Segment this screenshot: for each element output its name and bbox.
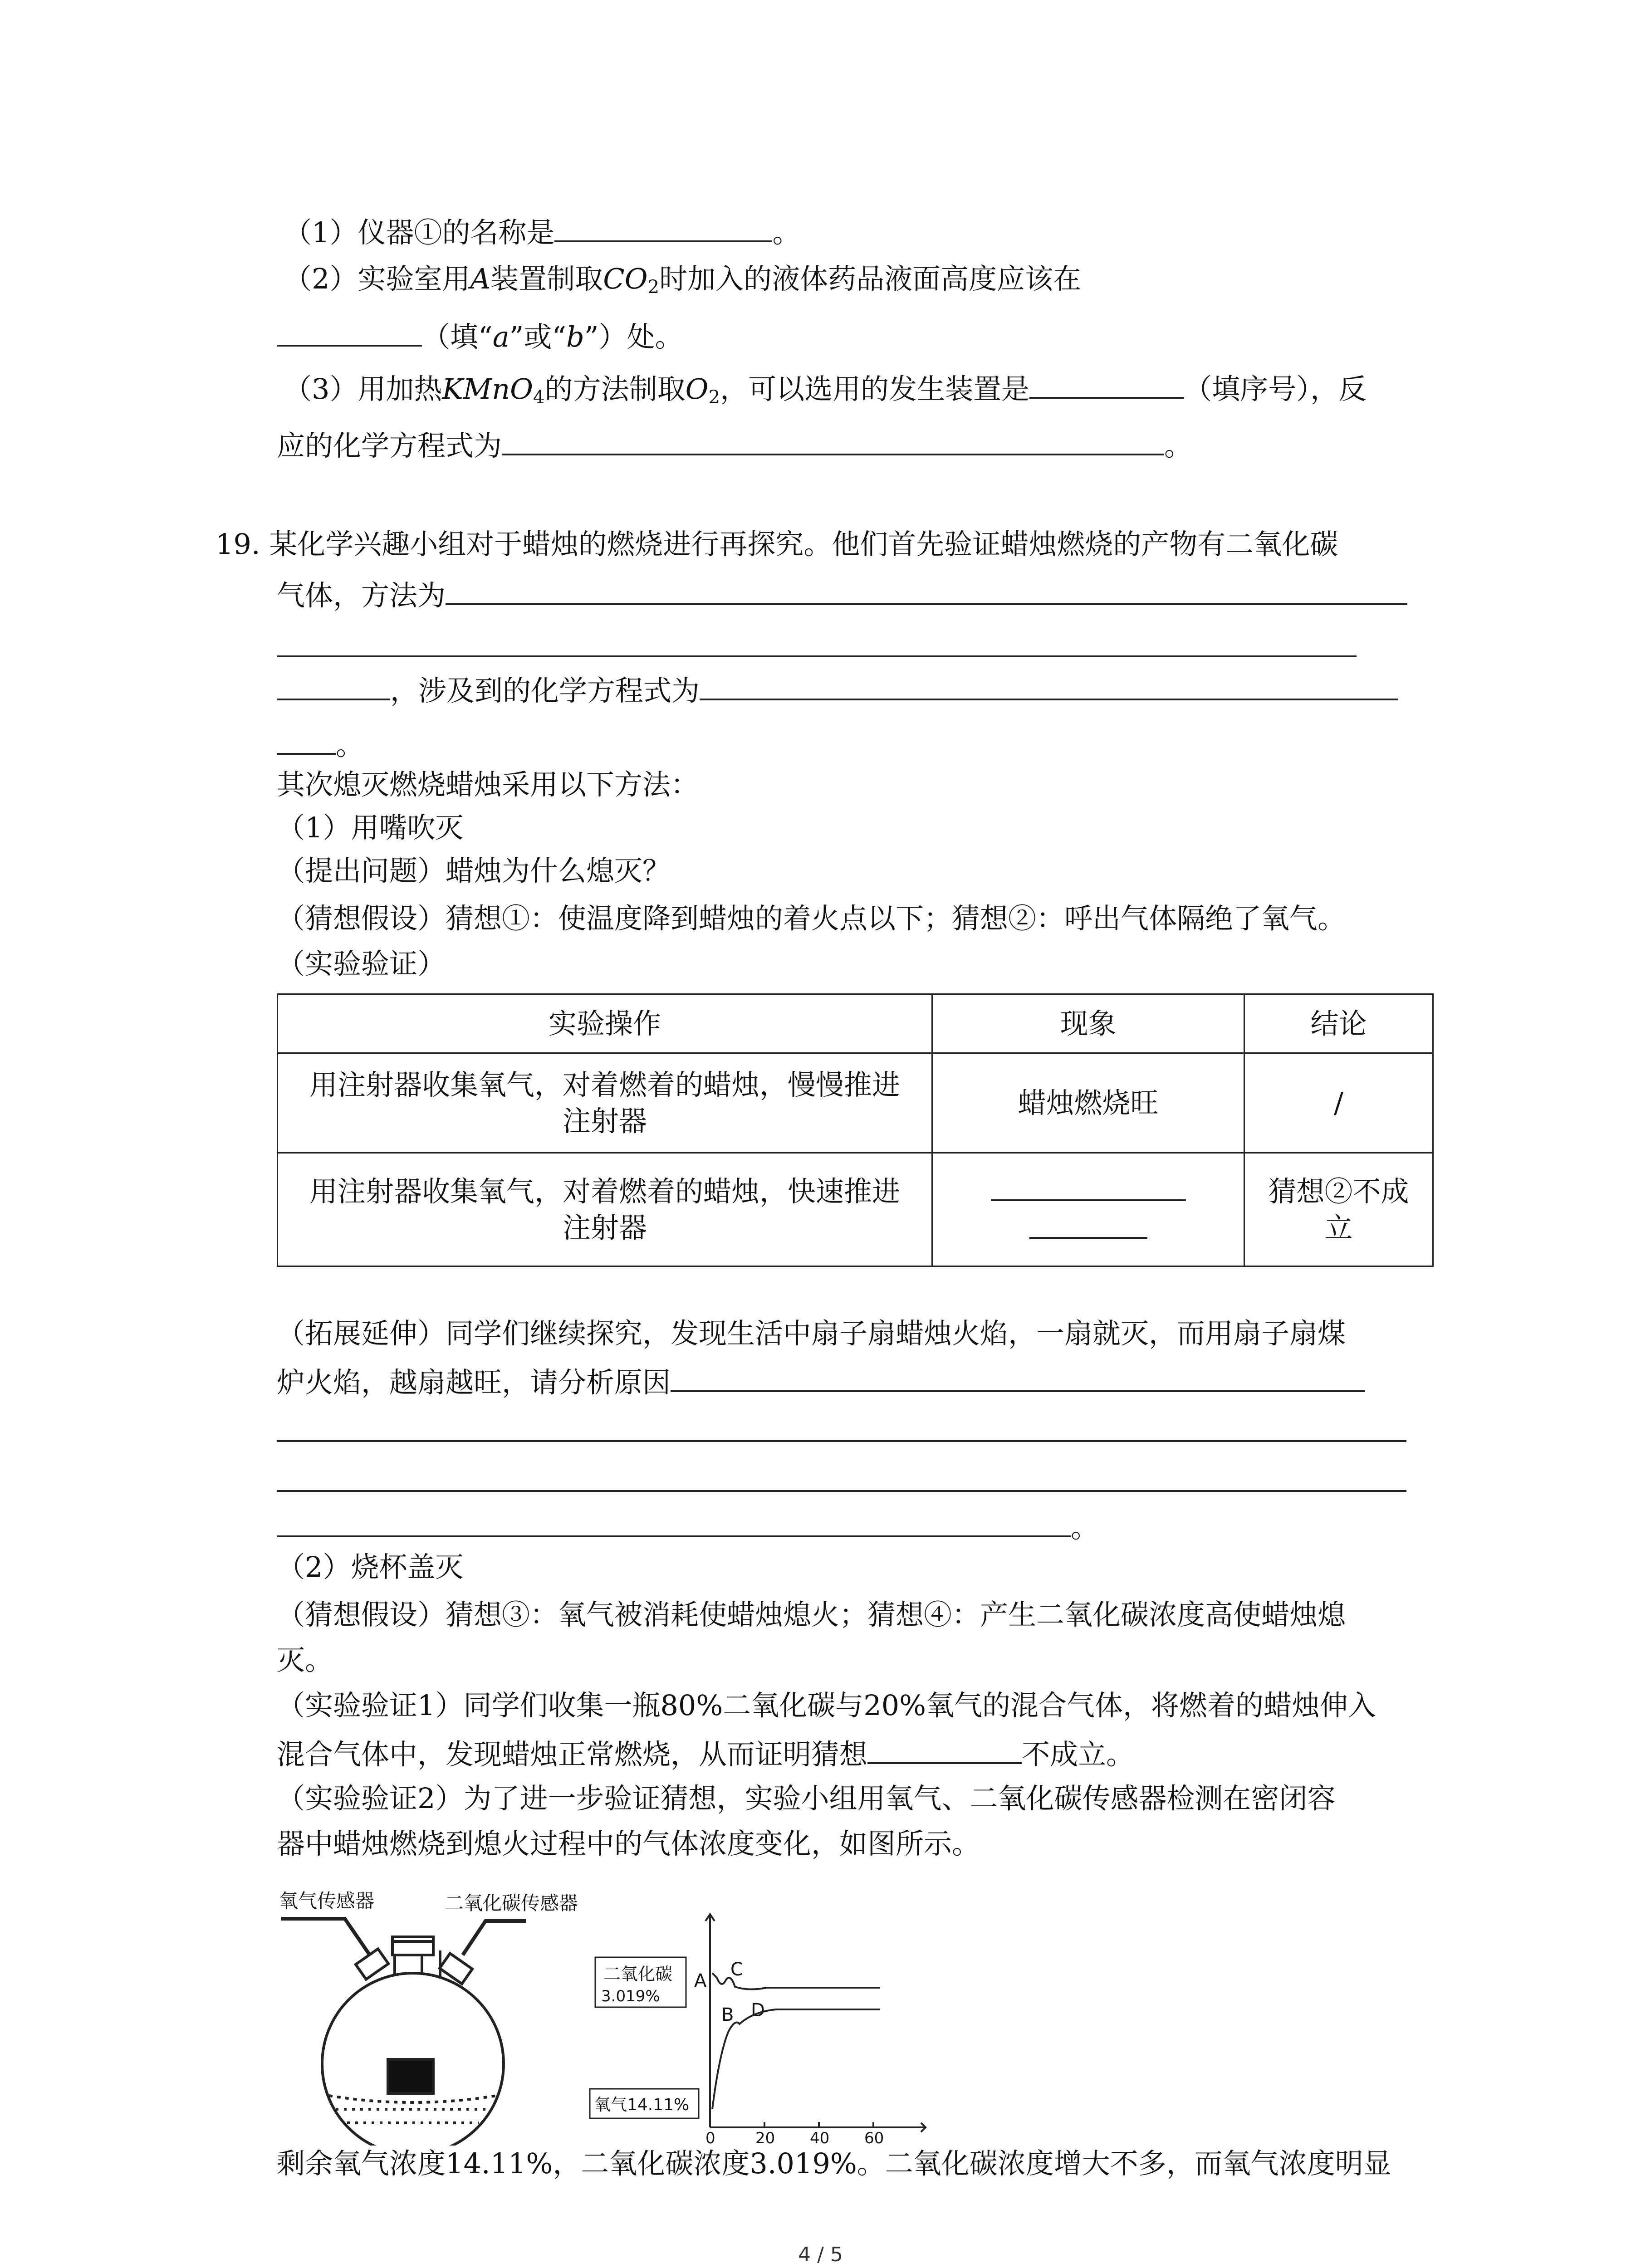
co2-box-value: 3.019% — [601, 1987, 660, 2005]
answer-blank[interactable] — [277, 671, 390, 700]
answer-blank[interactable] — [277, 1463, 1406, 1492]
answer-blank[interactable] — [277, 726, 336, 755]
answer-blank[interactable] — [502, 426, 1164, 455]
answer-blank[interactable] — [700, 671, 1398, 700]
q19-line20: 混合气体中，发现蜡烛正常燃烧，从而证明猜想 不成立。 — [277, 1735, 1134, 1773]
q19-line8: （提出问题）蜡烛为什么熄灭？ — [277, 854, 671, 887]
q18-line3: （填“a”或“b”）处。 — [277, 318, 683, 355]
answer-blank[interactable] — [671, 1363, 1365, 1392]
co2-box-label: 二氧化碳 — [603, 1964, 673, 1984]
q19-line13 — [277, 1413, 1406, 1451]
q18-line1: （1）仪器①的名称是 。 — [284, 213, 800, 251]
answer-blank[interactable] — [277, 318, 422, 347]
point-d-label: D — [751, 2000, 765, 2021]
q19-line1: 19. 某化学兴趣小组对于蜡烛的燃烧进行再探究。他们首先验证蜡烛燃烧的产物有二氧化碳 — [216, 528, 1338, 561]
q19-line15: 。 — [277, 1508, 1099, 1546]
answer-blank[interactable] — [867, 1735, 1022, 1764]
conclusion-cell: 猜想②不成 立 — [1244, 1153, 1433, 1266]
q18-line4: （3）用加热KMnO$_4$的方法制取$O_2$，可以选用的发生装置是 （填序号），反 — [284, 370, 1367, 407]
point-c-label: C — [730, 1959, 743, 1980]
q19-line18: 灭。 — [277, 1643, 333, 1677]
answer-blank[interactable] — [446, 576, 1407, 605]
q19-line2: 气体，方法为 — [277, 576, 1407, 614]
page-number: 4 / 5 — [798, 2243, 843, 2266]
answer-blank[interactable] — [277, 1413, 1406, 1442]
o2-box-label: 氧气14.11% — [594, 2096, 690, 2114]
q19-line4: ，涉及到的化学方程式为 — [277, 671, 1398, 709]
o2-sensor-label: 氧气传感器 — [279, 1890, 375, 1912]
q19-line21: （实验验证2）为了进一步验证猜想，实验小组用氧气、二氧化碳传感器检测在密闭容 — [277, 1782, 1336, 1815]
answer-blank[interactable] — [277, 628, 1357, 657]
concentration-plot — [590, 1914, 926, 2146]
tick-label: 60 — [864, 2129, 884, 2146]
q19-line16: （2）烧杯盖灭 — [277, 1550, 464, 1584]
q19-line9: （猜想假设）猜想①：使温度降到蜡烛的着火点以下；猜想②：呼出气体隔绝了氧气。 — [277, 902, 1346, 935]
operation-cell: 用注射器收集氧气，对着燃着的蜡烛，快速推进 注射器 — [278, 1153, 932, 1266]
flask-apparatus — [279, 1890, 578, 2146]
table-row — [278, 1153, 1433, 1266]
q19-line14 — [277, 1463, 1406, 1501]
q19-line10: （实验验证） — [277, 947, 446, 980]
q19-line23: 剩余氧气浓度14.11%，二氧化碳浓度3.019%。二氧化碳浓度增大不多，而氧气浓度明显 — [277, 2147, 1391, 2180]
tick-label: 0 — [705, 2129, 715, 2146]
experiment-figure — [272, 1882, 953, 2146]
answer-blank[interactable] — [554, 213, 772, 242]
q19-line7: （1）用嘴吹灭 — [277, 811, 464, 844]
q19-line12: 炉火焰，越扇越旺，请分析原因 — [277, 1363, 1365, 1401]
tick-label: 20 — [755, 2129, 775, 2146]
answer-blank[interactable] — [277, 1508, 1071, 1537]
o2-curve — [712, 2009, 880, 2109]
table-row: 用注射器收集氧气，对着燃着的蜡烛，慢慢推进 注射器 蜡烛燃烧旺 / — [278, 1053, 1433, 1153]
q19-line5: 。 — [277, 726, 364, 763]
q19-line3 — [277, 628, 1357, 666]
co2-sensor-label: 二氧化碳传感器 — [445, 1892, 578, 1914]
tick-label: 40 — [810, 2129, 830, 2146]
table-header-row: 实验操作 现象 结论 — [278, 994, 1433, 1053]
operation-cell: 用注射器收集氧气，对着燃着的蜡烛，慢慢推进 注射器 — [278, 1053, 932, 1153]
phenomenon-blank-cell[interactable] — [932, 1153, 1244, 1266]
point-a-label: A — [694, 1970, 707, 1991]
point-b-label: B — [721, 2004, 734, 2025]
q19-line22: 器中蜡烛燃烧到熄火过程中的气体浓度变化，如图所示。 — [277, 1827, 980, 1860]
q18-line5: 应的化学方程式为 。 — [277, 426, 1192, 464]
q19-line19: （实验验证1）同学们收集一瓶80%二氧化碳与20%氧气的混合气体，将燃着的蜡烛伸入 — [277, 1689, 1376, 1722]
q19-line6: 其次熄灭燃烧蜡烛采用以下方法： — [277, 768, 699, 801]
q19-line17: （猜想假设）猜想③：氧气被消耗使蜡烛熄火；猜想④：产生二氧化碳浓度高使蜡烛熄 — [277, 1598, 1346, 1631]
answer-blank[interactable] — [1029, 370, 1184, 399]
q18-line2: （2）实验室用A装置制取$CO_2$时加入的液体药品液面高度应该在 — [284, 262, 1082, 298]
experiment-table — [277, 993, 1434, 1267]
q19-line11: （拓展延伸）同学们继续探究，发现生活中扇子扇蜡烛火焰，一扇就灭，而用扇子扇煤 — [277, 1317, 1346, 1350]
